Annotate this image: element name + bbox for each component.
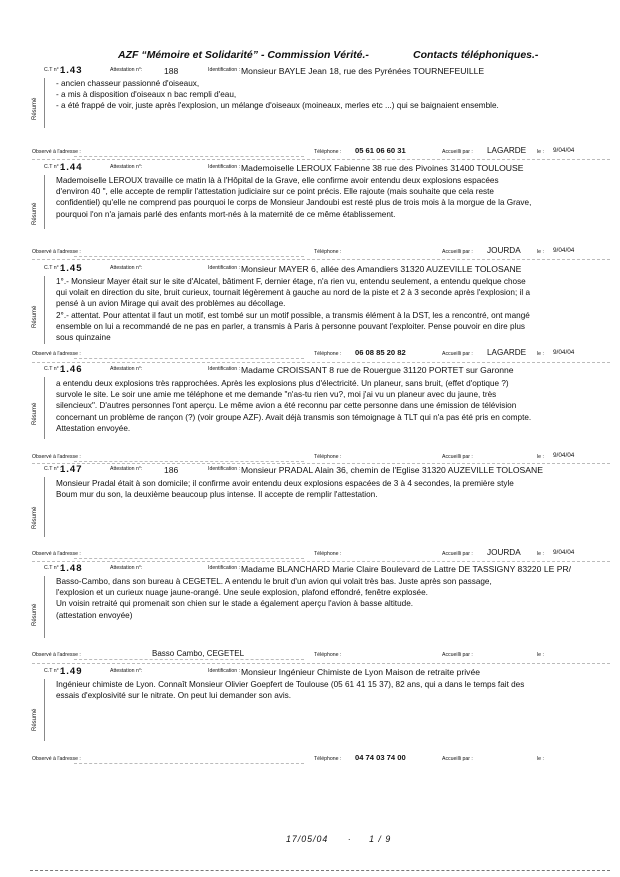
document-title: AZF “Mémoire et Solidarité” - Commission Vérité.-: [118, 49, 369, 61]
resume-label: Résumé: [32, 305, 38, 328]
record-separator: [32, 561, 610, 562]
ct-label: C.T n° :: [44, 668, 62, 674]
observe-label: Observé à l'adresse :: [32, 149, 81, 155]
date-value: 9/04/04: [553, 247, 575, 254]
ct-label: C.T n° :: [44, 265, 62, 271]
record-summary: [56, 175, 612, 220]
telephone-label: Téléphone :: [314, 756, 342, 762]
summary-line: a entendu deux explosions très rapprochées. Après les explosions plus d'électricité. Un planeur, sans bruit, (effet d'optique ?): [56, 379, 509, 388]
ct-number: 1.45: [60, 263, 83, 274]
accueilli-label: Accueilli par :: [442, 149, 473, 155]
identification-value: Monsieur PRADAL Alain 36, chemin de l'Eglise 31320 AUZEVILLE TOLOSANE: [241, 465, 543, 475]
page-footer: [286, 834, 391, 844]
record-header: [44, 66, 614, 78]
resume-label: Résumé: [32, 603, 38, 626]
record-header: [44, 667, 614, 679]
date-label: le :: [537, 249, 544, 255]
record-separator: [32, 463, 610, 464]
summary-line: - a été frappé de voir, juste après l'explosion, un mélange d'oiseaux (moineaux, merles etc ...) qui se baignaient ensemble.: [56, 101, 499, 111]
summary-line: survole le site. Le soir une amie me téléphone et me demande "n'as-tu rien vu?, moi j'ai vu un planeur avec du jaune, très: [56, 390, 497, 400]
record-header: [44, 264, 614, 276]
summary-line: Attestation envoyée.: [56, 423, 131, 433]
resume-label: Résumé: [32, 506, 38, 529]
identification-label: Identification :: [208, 565, 241, 571]
footer-page-number: 1 / 9: [369, 834, 392, 844]
observe-underline: [74, 156, 304, 157]
summary-line: essais d'explosivité sur le nitrate. On peut lui demander son avis.: [56, 691, 292, 701]
summary-line: 2°.- attentat. Pour attentat il faut un motif, est tombé sur un motif possible, a transmis élément à la DST, les a rencontré, ont mangé: [56, 310, 530, 320]
date-label: le :: [537, 551, 544, 557]
date-label: le :: [537, 149, 544, 155]
summary-line: Basso-Cambo, dans son bureau à CEGETEL. A entendu le bruit d'un avion qui volait très bas. Juste après son passage,: [56, 577, 492, 586]
record-separator: [32, 159, 610, 160]
resume-label: Résumé: [32, 708, 38, 731]
scan-bottom-edge: [30, 870, 610, 871]
summary-bar: [44, 78, 45, 128]
observe-underline: [74, 461, 304, 462]
attestation-label: Attestation n°:: [110, 466, 143, 472]
observe-underline: [74, 763, 304, 764]
telephone-value: 06 08 85 20 82: [355, 348, 406, 357]
observe-underline: [74, 659, 304, 660]
identification-label: Identification :: [208, 668, 241, 674]
record-separator: [32, 663, 610, 664]
observe-label: Observé à l'adresse :: [32, 652, 81, 658]
record-summary: [56, 576, 612, 621]
ct-number: 1.46: [60, 364, 83, 375]
record-header: [44, 365, 614, 377]
observe-underline: [74, 256, 304, 257]
record-summary: [56, 478, 612, 500]
identification-value: Madame BLANCHARD Marie Claire Boulevard de Lattre DE TASSIGNY 83220 LE PR/: [241, 564, 572, 574]
summary-line: Mademoiselle LEROUX travaille ce matin là à l'Hôpital de la Grave, elle confirme avoir entendu deux explosions espacées: [56, 176, 499, 185]
resume-label: Résumé: [32, 402, 38, 425]
telephone-label: Téléphone :: [314, 249, 342, 255]
accueilli-label: Accueilli par :: [442, 652, 473, 658]
ct-number: 1.43: [60, 65, 83, 76]
ct-label: C.T n° :: [44, 466, 62, 472]
accueilli-label: Accueilli par :: [442, 756, 473, 762]
date-label: le :: [537, 351, 544, 357]
date-label: le :: [537, 454, 544, 460]
record-summary: [56, 276, 612, 343]
summary-bar: [44, 576, 45, 638]
telephone-label: Téléphone :: [314, 454, 342, 460]
attestation-label: Attestation n°:: [110, 164, 143, 170]
observation-line: [32, 651, 614, 661]
date-value: 9/04/04: [553, 349, 575, 356]
observe-label: Observé à l'adresse :: [32, 351, 81, 357]
identification-value: Madame CROISSANT 8 rue de Rouergue 31120 PORTET sur Garonne: [241, 365, 514, 375]
observe-label: Observé à l'adresse :: [32, 454, 81, 460]
record-summary: [56, 378, 612, 434]
accueilli-label: Accueilli par :: [442, 351, 473, 357]
date-label: le :: [537, 652, 544, 658]
summary-line: ensemble on lui a recommandé de ne pas en parler, a transmis à Paris à personne pouvant l'exploiter. Pense pouvoir en dire plus: [56, 321, 525, 331]
telephone-label: Téléphone :: [314, 551, 342, 557]
record-separator: [32, 362, 610, 363]
identification-value: Monsieur MAYER 6, allée des Amandiers 31320 AUZEVILLE TOLOSANE: [241, 264, 522, 274]
identification-value: Mademoiselle LEROUX Fabienne 38 rue des Pivoines 31400 TOULOUSE: [241, 163, 524, 173]
ct-label: C.T n° :: [44, 565, 62, 571]
summary-line: concernant un problème de rançon (?) (voir groupe AZF). Avait déjà transmis son témoignage à TLT qui n'a pas été pris en compte.: [56, 412, 532, 422]
summary-bar: [44, 679, 45, 741]
footer-date: 17/05/04: [286, 834, 329, 844]
summary-line: - ancien chasseur passionné d'oiseaux,: [56, 79, 200, 88]
summary-line: (attestation envoyée): [56, 610, 133, 620]
telephone-value: 04 74 03 74 00: [355, 753, 406, 762]
summary-line: Monsieur Pradal était à son domicile; il confirme avoir entendu deux explosions espacées de 3 à 4 secondes, la première style: [56, 479, 514, 488]
observation-line: [32, 550, 614, 560]
summary-bar: [44, 377, 45, 439]
contacts-heading: Contacts téléphoniques.-: [413, 49, 539, 61]
date-value: 9/04/04: [553, 147, 575, 154]
observation-line: [32, 453, 614, 463]
attestation-label: Attestation n°:: [110, 565, 143, 571]
accueilli-value: JOURDA: [487, 246, 521, 255]
record-header: [44, 564, 614, 576]
summary-line: Ingénieur chimiste de Lyon. Connaît Monsieur Olivier Goepfert de Toulouse (05 61 41 15 37), 82 ans, qui a dans le temps fait des: [56, 680, 525, 689]
identification-label: Identification :: [208, 164, 241, 170]
observe-underline: [74, 558, 304, 559]
accueilli-label: Accueilli par :: [442, 551, 473, 557]
record-summary: [56, 78, 612, 112]
observation-line: [32, 248, 614, 258]
attestation-number: 186: [164, 465, 179, 475]
summary-line: Boum mur du son, la deuxième beaucoup plus intense. Il accepte de remplir l'attestation.: [56, 490, 378, 500]
summary-line: Un voisin retraité qui promenait son chien sur le stade a également aperçu l'avion à basse altitude.: [56, 599, 414, 609]
attestation-label: Attestation n°:: [110, 668, 143, 674]
summary-bar: [44, 477, 45, 537]
ct-label: C.T n° :: [44, 67, 62, 73]
accueilli-label: Accueilli par :: [442, 454, 473, 460]
observation-line: [32, 350, 614, 360]
summary-bar: [44, 276, 45, 344]
ct-number: 1.44: [60, 162, 83, 173]
attestation-label: Attestation n°:: [110, 366, 143, 372]
record-header: [44, 465, 614, 477]
resume-label: Résumé: [32, 97, 38, 120]
accueilli-label: Accueilli par :: [442, 249, 473, 255]
date-value: 9/04/04: [553, 549, 575, 556]
identification-value: Monsieur BAYLE Jean 18, rue des Pyrénées TOURNEFEUILLE: [241, 66, 485, 76]
summary-line: pourquoi l'on n'a jamais parlé des enfants mort-nés à la maternité de ce même établissement.: [56, 209, 396, 219]
date-value: 9/04/04: [553, 452, 575, 459]
identification-value: Monsieur Ingénieur Chimiste de Lyon Maison de retraite privée: [241, 667, 480, 677]
summary-line: silencieux". D'autres personnes l'ont aperçu. Le même avion a été reconnu par cette personne dans une émission de télévision: [56, 401, 517, 411]
summary-bar: [44, 175, 45, 229]
accueilli-value: JOURDA: [487, 548, 521, 557]
record-separator: [32, 259, 610, 260]
observe-label: Observé à l'adresse :: [32, 551, 81, 557]
observation-line: [32, 148, 614, 158]
record-summary: [56, 679, 612, 701]
telephone-value: 05 61 06 60 31: [355, 146, 406, 155]
footer-separator: ·: [347, 834, 352, 844]
telephone-label: Téléphone :: [314, 351, 342, 357]
telephone-label: Téléphone :: [314, 149, 342, 155]
attestation-label: Attestation n°:: [110, 265, 143, 271]
observe-label: Observé à l'adresse :: [32, 249, 81, 255]
summary-line: qui volait en direction du site, bruit curieux, tournait légèrement à gauche au nord de la piste et 2 à 3 seconde après l'explosion; il a: [56, 288, 530, 298]
record-header: [44, 163, 614, 175]
document-header: [0, 49, 620, 63]
accueilli-value: LAGARDE: [487, 348, 527, 357]
summary-line: l'explosion et un curieux nuage jaune-orangé. Une seule explosion, plafond effondré, fenêtre explosée.: [56, 588, 428, 598]
summary-line: pensé à un avion Mirage qui avait des problèmes au décollage.: [56, 299, 286, 309]
resume-label: Résumé: [32, 202, 38, 225]
summary-line: sous quinzaine: [56, 333, 111, 343]
ct-number: 1.49: [60, 666, 83, 677]
summary-line: confidentiel) qu'elle ne comprend pas pourquoi le corps de Monsieur Jandoubi est resté plus de trois mois à la morgue de la Grave,: [56, 198, 532, 208]
attestation-number: 188: [164, 66, 179, 76]
identification-label: Identification :: [208, 466, 241, 472]
identification-label: Identification :: [208, 67, 241, 73]
ct-label: C.T n° :: [44, 164, 62, 170]
ct-number: 1.47: [60, 464, 83, 475]
summary-line: 1°.- Monsieur Mayer était sur le site d'Alcatel, bâtiment F, dernier étage, n'a rien vu, entendu seulement, a entendu quelque chose: [56, 277, 526, 286]
identification-label: Identification :: [208, 366, 241, 372]
observe-label: Observé à l'adresse :: [32, 756, 81, 762]
ct-label: C.T n° :: [44, 366, 62, 372]
attestation-label: Attestation n°:: [110, 67, 143, 73]
date-label: le :: [537, 756, 544, 762]
accueilli-value: LAGARDE: [487, 146, 527, 155]
summary-line: d'environ 40 ", elle accepte de remplir l'attestation judiciaire sur ce point précis. Elle rajoute (mais souhaite que cela reste: [56, 187, 494, 197]
observe-underline: [74, 358, 304, 359]
ct-number: 1.48: [60, 563, 83, 574]
identification-label: Identification :: [208, 265, 241, 271]
observe-value: Basso Cambo, CEGETEL: [152, 649, 245, 658]
observation-line: [32, 755, 614, 765]
summary-line: - a mis à disposition d'oiseaux n bac rempli d'eau,: [56, 90, 237, 100]
telephone-label: Téléphone :: [314, 652, 342, 658]
